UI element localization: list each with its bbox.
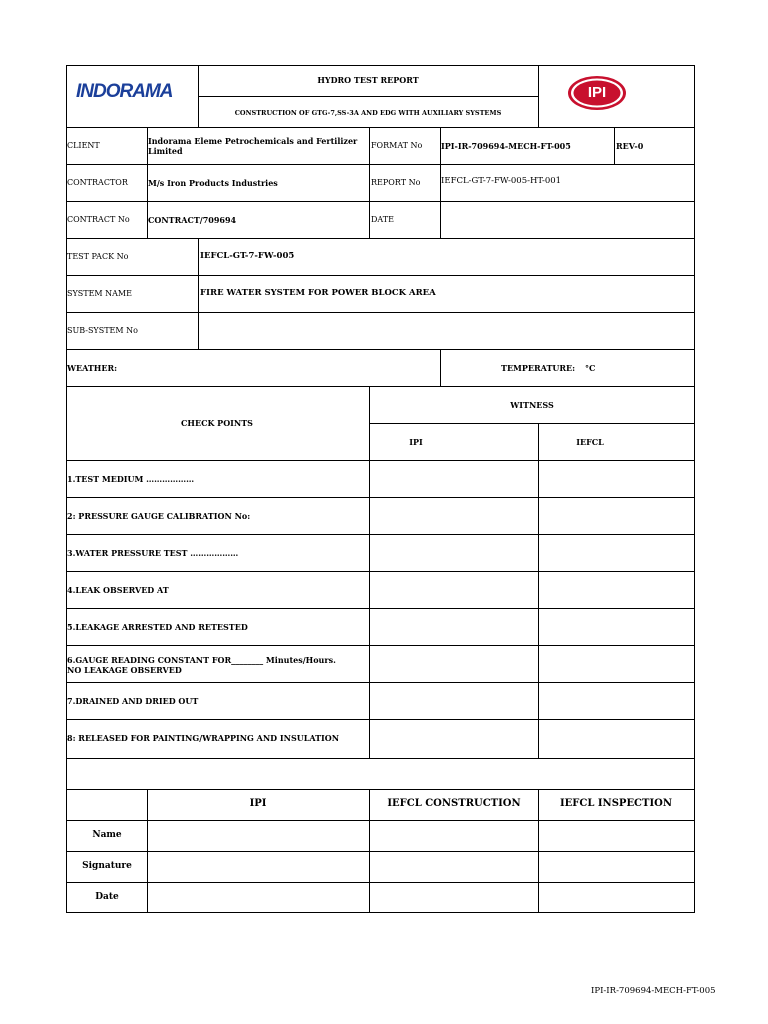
signoff-row-date: Date [95, 892, 119, 902]
report-no-value: IEFCL-GT-7-FW-005-HT-001 [441, 176, 562, 186]
ipi-logo [566, 74, 628, 112]
divider [66, 534, 695, 535]
test-pack-label: TEST PACK No [67, 252, 129, 261]
revision-value: REV-0 [616, 141, 644, 151]
divider [369, 127, 370, 238]
form-border [66, 65, 695, 913]
divider [66, 312, 695, 313]
divider [66, 275, 695, 276]
format-label: FORMAT No [371, 141, 423, 150]
divider [66, 571, 695, 572]
check-item: 5.LEAKAGE ARRESTED AND RETESTED [67, 622, 248, 632]
client-label: CLIENT [67, 141, 100, 150]
system-name-value: FIRE WATER SYSTEM FOR POWER BLOCK AREA [200, 288, 436, 298]
contract-no-value: CONTRACT/709694 [148, 215, 237, 225]
footer-doc-code: IPI-IR-709694-MECH-FT-005 [591, 986, 716, 996]
divider [66, 608, 695, 609]
check-item: 8: RELEASED FOR PAINTING/WRAPPING AND INSULATION [67, 733, 340, 743]
divider [538, 65, 539, 127]
divider [66, 238, 695, 239]
divider [66, 386, 695, 387]
check-item: 2: PRESSURE GAUGE CALIBRATION No: [67, 511, 251, 521]
divider [66, 882, 695, 883]
report-form [66, 65, 695, 913]
divider [66, 164, 695, 165]
divider [66, 645, 695, 646]
check-item: 3.WATER PRESSURE TEST ……………… [67, 548, 239, 558]
check-points-header: CHECK POINTS [181, 418, 253, 428]
ipi-logo-text: IPI [587, 84, 607, 101]
subsystem-label: SUB-SYSTEM No [67, 326, 138, 335]
witness-ipi-header: IPI [409, 437, 423, 447]
contractor-label: CONTRACTOR [67, 178, 128, 187]
signoff-construction-header: IEFCL CONSTRUCTION [387, 798, 521, 809]
weather-label: WEATHER: [67, 363, 118, 373]
date-label: DATE [371, 215, 394, 224]
check-item: 1.TEST MEDIUM ……………… [67, 474, 195, 484]
system-name-label: SYSTEM NAME [67, 289, 132, 298]
divider [147, 789, 148, 913]
check-item-note: NO LEAKAGE OBSERVED [67, 665, 182, 675]
format-value: IPI-IR-709694-MECH-FT-005 [441, 141, 571, 151]
check-item: 7.DRAINED AND DRIED OUT [67, 696, 199, 706]
divider [369, 386, 370, 758]
divider [66, 758, 695, 759]
divider [66, 460, 695, 461]
divider [198, 96, 538, 97]
temperature-label: TEMPERATURE: [501, 363, 576, 373]
divider [66, 201, 695, 202]
divider [66, 497, 695, 498]
divider [538, 423, 539, 758]
divider [66, 719, 695, 720]
report-subtitle: CONSTRUCTION OF GTG-7,SS-3A AND EDG WITH AUXILIARY SYSTEMS [234, 109, 502, 117]
client-value: Indorama Eleme Petrochemicals and Fertilizer Limited [148, 136, 358, 156]
divider [66, 789, 695, 790]
test-pack-value: IEFCL-GT-7-FW-005 [200, 251, 295, 261]
divider [66, 820, 695, 821]
report-title: HYDRO TEST REPORT [317, 75, 419, 85]
witness-header: WITNESS [510, 400, 554, 410]
divider [369, 789, 370, 913]
signoff-ipi-header: IPI [249, 798, 267, 809]
check-item: 6.GAUGE READING CONSTANT FOR________ Minutes/Hours. [67, 655, 336, 665]
divider [66, 682, 695, 683]
signoff-row-signature: Signature [82, 861, 132, 871]
divider [66, 851, 695, 852]
report-no-label: REPORT No [371, 178, 421, 187]
divider [369, 423, 695, 424]
contract-no-label: CONTRACT No [67, 215, 130, 224]
check-item: 4.LEAK OBSERVED AT [67, 585, 169, 595]
signoff-row-name: Name [92, 830, 122, 840]
divider [66, 127, 695, 128]
divider [538, 789, 539, 913]
temperature-unit: °C [585, 363, 596, 373]
divider [66, 349, 695, 350]
divider [198, 238, 199, 349]
witness-iefcl-header: IEFCL [576, 437, 604, 447]
signoff-inspection-header: IEFCL INSPECTION [560, 798, 672, 809]
divider [440, 349, 441, 386]
contractor-value: M/s Iron Products Industries [148, 178, 278, 188]
indorama-logo: INDORAMA [76, 81, 173, 102]
divider [614, 127, 615, 164]
